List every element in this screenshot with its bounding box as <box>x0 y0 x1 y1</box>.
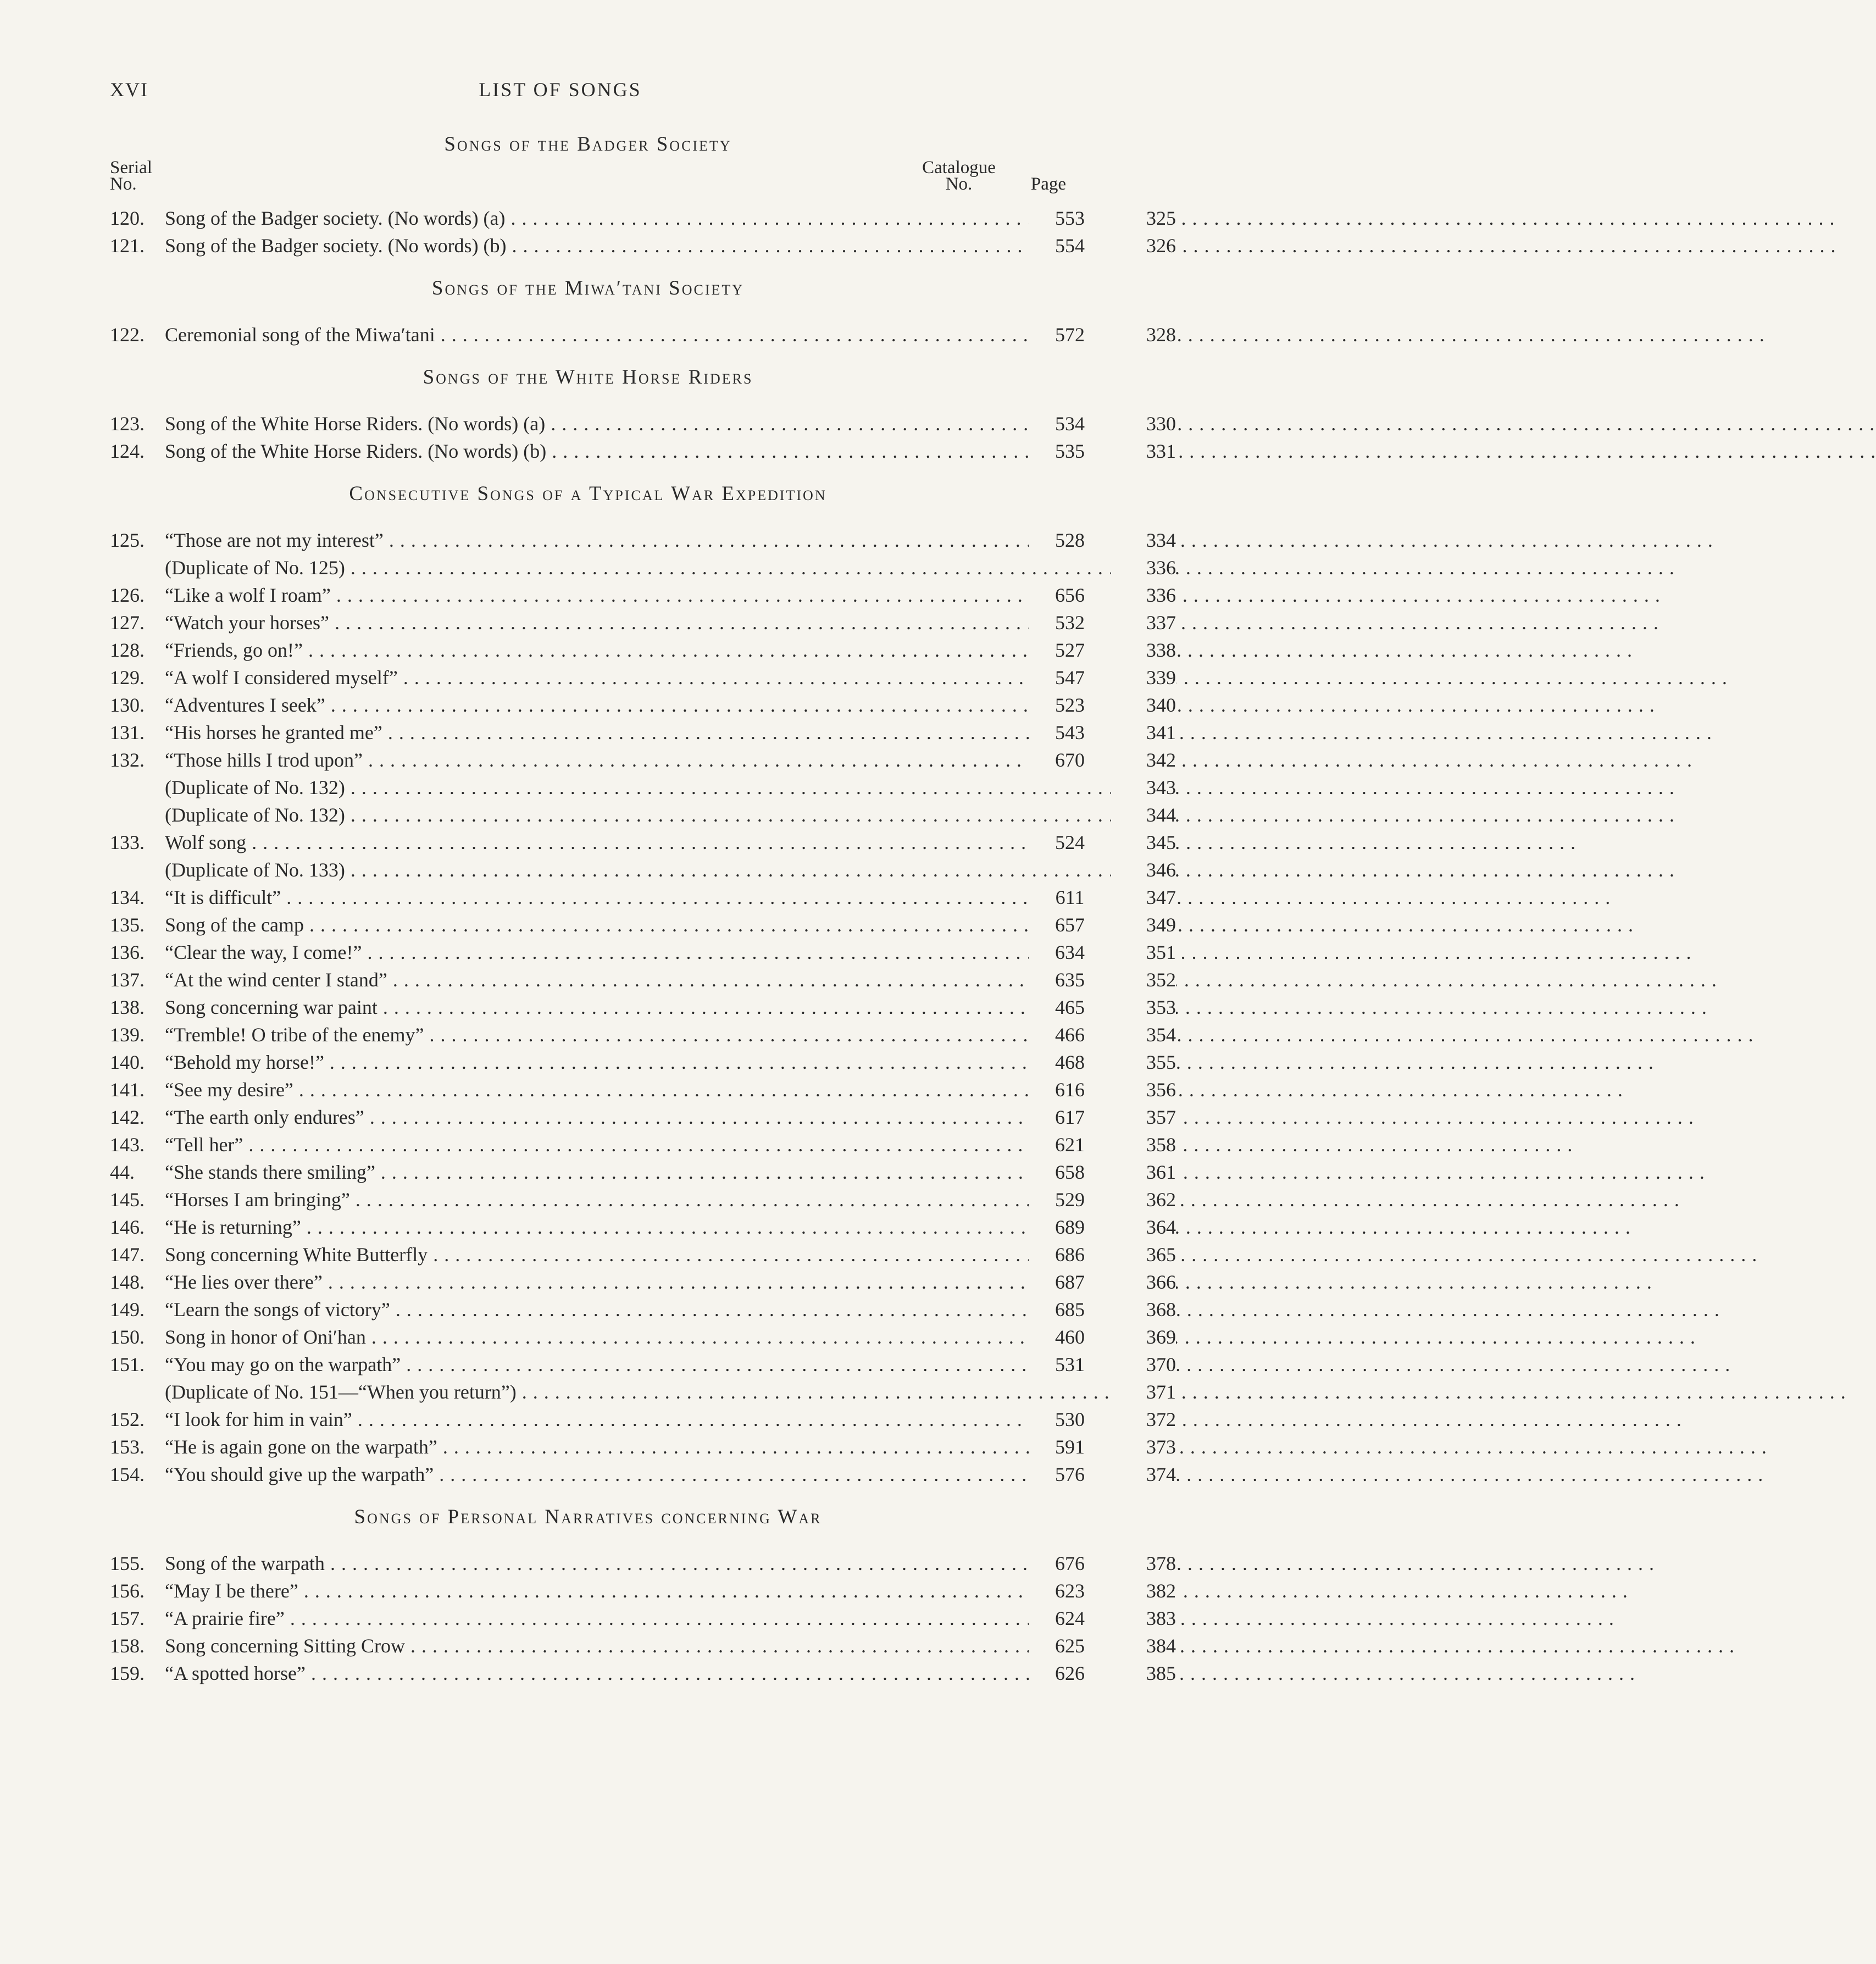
page-number: 328 <box>1111 321 1176 348</box>
page-header <box>0 78 1120 103</box>
song-title: (Duplicate of No. 132) . . . <box>165 801 1029 829</box>
page-number-roman: XVI <box>110 79 148 101</box>
page-number: 371 <box>1111 1378 1176 1406</box>
page-number: 330 <box>1111 410 1176 437</box>
song-title: Wolf song . . . <box>165 829 1029 856</box>
page-number: 336 <box>1111 554 1176 581</box>
serial-number: 150. <box>110 1326 145 1348</box>
song-title: “Horses I am bringing” . . . <box>165 1186 1029 1213</box>
song-title: “She stands there smiling” . . . <box>165 1158 1029 1186</box>
serial-header-line1: Serial <box>110 158 152 177</box>
page-number: 373 <box>1111 1433 1176 1461</box>
song-row <box>110 1158 1176 1186</box>
song-row <box>110 1433 1176 1461</box>
page-number: 364 <box>1111 1213 1176 1241</box>
song-row <box>110 719 1176 746</box>
song-row <box>110 801 1176 829</box>
song-row <box>110 664 1176 691</box>
catalogue-number: 529 <box>1029 1186 1111 1213</box>
section-miwatani-society <box>110 276 1176 348</box>
song-title: “A spotted horse” . . . <box>165 1660 1029 1687</box>
catalogue-number: 468 <box>1029 1048 1111 1076</box>
page-number: 353 <box>1111 994 1176 1021</box>
serial-number: 130. <box>110 694 145 716</box>
song-row <box>110 1021 1176 1048</box>
catalogue-number: 572 <box>1029 321 1111 348</box>
song-row <box>110 636 1176 664</box>
song-title: Song in honor of Oni′han . . . <box>165 1323 1029 1351</box>
song-row <box>110 856 1176 884</box>
catalogue-number: 670 <box>1029 746 1111 774</box>
page-number: 325 <box>1111 204 1176 232</box>
section-title: Songs of the White Horse Riders <box>423 366 753 389</box>
catalogue-number: 530 <box>1029 1406 1111 1433</box>
song-title: “I look for him in vain” . . . <box>165 1406 1029 1433</box>
section-personal-narratives <box>110 1505 1176 1687</box>
song-title: “See my desire” . . . <box>165 1076 1029 1103</box>
serial-number: 128. <box>110 639 145 661</box>
song-row <box>110 994 1176 1021</box>
serial-number: 136. <box>110 941 145 963</box>
serial-number: 133. <box>110 831 145 853</box>
serial-number: 146. <box>110 1216 145 1238</box>
song-title: Song concerning Sitting Crow . . . <box>165 1632 1029 1660</box>
catalogue-number: 625 <box>1029 1632 1111 1660</box>
catalogue-number: 534 <box>1029 410 1111 437</box>
page-number: 368 <box>1111 1296 1176 1323</box>
song-row <box>110 1660 1176 1687</box>
song-row <box>110 437 1176 465</box>
song-row <box>110 232 1176 259</box>
catalogue-number: 657 <box>1029 911 1111 939</box>
serial-number: 140. <box>110 1051 145 1073</box>
serial-number: 127. <box>110 612 145 634</box>
song-title: (Duplicate of No. 125) . . . <box>165 554 1029 581</box>
catalogue-number: 624 <box>1029 1605 1111 1632</box>
song-title: Ceremonial song of the Miwa′tani . . . <box>165 321 1029 348</box>
song-row <box>110 1186 1176 1213</box>
song-row <box>110 1550 1176 1577</box>
serial-number: 124. <box>110 440 145 462</box>
page-title: LIST OF SONGS <box>479 79 642 101</box>
catalogue-number: 543 <box>1029 719 1111 746</box>
section-war-expedition <box>110 481 1176 1488</box>
page-number: 372 <box>1111 1406 1176 1433</box>
serial-number: 131. <box>110 722 145 744</box>
catalogue-number: 531 <box>1029 1351 1111 1378</box>
section-title: Songs of Personal Narratives concerning War <box>354 1506 822 1528</box>
catalogue-number: 466 <box>1029 1021 1111 1048</box>
page-number: 354 <box>1111 1021 1176 1048</box>
serial-number: 159. <box>110 1662 145 1684</box>
catalogue-number: 623 <box>1029 1577 1111 1605</box>
section-badger-society <box>110 132 1176 259</box>
page-header-label: Page <box>1030 174 1066 194</box>
serial-number: 149. <box>110 1299 145 1321</box>
song-row <box>110 321 1176 348</box>
catalogue-number: 554 <box>1029 232 1111 259</box>
catalogue-number: 656 <box>1029 581 1111 609</box>
serial-header-line2: No. <box>110 174 137 194</box>
serial-number: 135. <box>110 914 145 936</box>
page-number: 385 <box>1111 1660 1176 1687</box>
page-number: 339 <box>1111 664 1176 691</box>
page-number: 369 <box>1111 1323 1176 1351</box>
page-number: 352 <box>1111 966 1176 994</box>
song-row <box>110 884 1176 911</box>
catalogue-number: 616 <box>1029 1076 1111 1103</box>
song-title: (Duplicate of No. 133) . . . <box>165 856 1029 884</box>
page-number: 338 <box>1111 636 1176 664</box>
page-number: 362 <box>1111 1186 1176 1213</box>
catalogue-number: 686 <box>1029 1241 1111 1268</box>
serial-number: 142. <box>110 1106 145 1128</box>
catalogue-number: 527 <box>1029 636 1111 664</box>
song-title: Song concerning war paint . . . <box>165 994 1029 1021</box>
page-number: 341 <box>1111 719 1176 746</box>
page-number: 344 <box>1111 801 1176 829</box>
song-row <box>110 1241 1176 1268</box>
song-title: “Friends, go on!” . . . <box>165 636 1029 664</box>
song-row <box>110 581 1176 609</box>
catalogue-number-header <box>907 159 1011 192</box>
serial-number: 125. <box>110 529 145 551</box>
serial-number: 138. <box>110 996 145 1018</box>
page-number: 355 <box>1111 1048 1176 1076</box>
page-number: 340 <box>1111 691 1176 719</box>
page-number: 337 <box>1111 609 1176 636</box>
catalogue-number: 532 <box>1029 609 1111 636</box>
catalogue-number: 528 <box>1029 526 1111 554</box>
song-title: Song concerning White Butterfly . . . <box>165 1241 1029 1268</box>
serial-number: 126. <box>110 584 145 606</box>
page-number: 378 <box>1111 1550 1176 1577</box>
catalogue-number: 591 <box>1029 1433 1111 1461</box>
serial-number: 139. <box>110 1024 145 1046</box>
song-title: “Adventures I seek” . . . <box>165 691 1029 719</box>
song-row <box>110 526 1176 554</box>
serial-number: 137. <box>110 969 145 991</box>
song-row <box>110 1131 1176 1158</box>
page-number: 383 <box>1111 1605 1176 1632</box>
page-number: 357 <box>1111 1103 1176 1131</box>
song-title: Song of the White Horse Riders. (No words) (a) . . . <box>165 410 1029 437</box>
serial-number: 157. <box>110 1607 145 1629</box>
catalogue-number: 524 <box>1029 829 1111 856</box>
song-row <box>110 1406 1176 1433</box>
page-number: 336 <box>1111 581 1176 609</box>
serial-number: 143. <box>110 1134 145 1156</box>
page-number: 366 <box>1111 1268 1176 1296</box>
song-row <box>110 1296 1176 1323</box>
serial-number: 154. <box>110 1463 145 1485</box>
serial-number: 122. <box>110 324 145 346</box>
catalogue-number: 626 <box>1029 1660 1111 1687</box>
song-row <box>110 1378 1176 1406</box>
catalogue-number: 553 <box>1029 204 1111 232</box>
page-number: 365 <box>1111 1241 1176 1268</box>
song-title: “A wolf I considered myself” . . . <box>165 664 1029 691</box>
catalogue-number: 689 <box>1029 1213 1111 1241</box>
song-title: “The earth only endures” . . . <box>165 1103 1029 1131</box>
catalogue-number: 635 <box>1029 966 1111 994</box>
song-row <box>110 554 1176 581</box>
song-row <box>110 1268 1176 1296</box>
serial-number: 152. <box>110 1408 145 1430</box>
page-number: 374 <box>1111 1461 1176 1488</box>
page-number: 346 <box>1111 856 1176 884</box>
song-title: (Duplicate of No. 132) . . . <box>165 774 1029 801</box>
catalogue-number: 535 <box>1029 437 1111 465</box>
section-title: Consecutive Songs of a Typical War Expedition <box>349 482 827 505</box>
song-row <box>110 1213 1176 1241</box>
song-title: Song of the Badger society. (No words) (a) . . . <box>165 204 1029 232</box>
song-title: “At the wind center I stand” . . . <box>165 966 1029 994</box>
song-row <box>110 691 1176 719</box>
page-number: 358 <box>1111 1131 1176 1158</box>
song-row <box>110 966 1176 994</box>
song-title: “Learn the songs of victory” . . . <box>165 1296 1029 1323</box>
song-title: “May I be there” . . . <box>165 1577 1029 1605</box>
song-row <box>110 1461 1176 1488</box>
section-title: Songs of the Miwa′tani Society <box>431 277 745 299</box>
page-number: 384 <box>1111 1632 1176 1660</box>
song-title: Song of the White Horse Riders. (No words) (b) . . . <box>165 437 1029 465</box>
catalogue-number: 465 <box>1029 994 1111 1021</box>
page-number: 331 <box>1111 437 1176 465</box>
serial-number: 132. <box>110 749 145 771</box>
section-white-horse-riders <box>110 365 1176 465</box>
serial-number: 134. <box>110 886 145 908</box>
catalogue-number: 685 <box>1029 1296 1111 1323</box>
song-row <box>110 1632 1176 1660</box>
serial-number: 148. <box>110 1271 145 1293</box>
page-number: 342 <box>1111 746 1176 774</box>
song-row <box>110 609 1176 636</box>
song-title: “It is difficult” . . . <box>165 884 1029 911</box>
catalogue-number: 617 <box>1029 1103 1111 1131</box>
song-title: “He is returning” . . . <box>165 1213 1029 1241</box>
song-row <box>110 911 1176 939</box>
song-row <box>110 1605 1176 1632</box>
song-row <box>110 829 1176 856</box>
song-title: Song of the camp . . . <box>165 911 1029 939</box>
song-row <box>110 1351 1176 1378</box>
page-number: 351 <box>1111 939 1176 966</box>
serial-number: 145. <box>110 1189 145 1211</box>
serial-number: 156. <box>110 1580 145 1602</box>
song-title: “His horses he granted me” . . . <box>165 719 1029 746</box>
page-number: 334 <box>1111 526 1176 554</box>
serial-number-header <box>110 159 152 192</box>
catalogue-header-line1: Catalogue <box>922 158 996 177</box>
page-number: 347 <box>1111 884 1176 911</box>
serial-number: 123. <box>110 413 145 435</box>
page-number: 370 <box>1111 1351 1176 1378</box>
serial-number: 155. <box>110 1552 145 1574</box>
catalogue-number: 611 <box>1029 884 1111 911</box>
catalogue-number: 687 <box>1029 1268 1111 1296</box>
song-list <box>110 132 1176 1687</box>
song-title: “Like a wolf I roam” . . . <box>165 581 1029 609</box>
song-title: “You may go on the warpath” . . . <box>165 1351 1029 1378</box>
catalogue-number: 523 <box>1029 691 1111 719</box>
song-title: “Those hills I trod upon” . . . <box>165 746 1029 774</box>
song-row <box>110 1048 1176 1076</box>
song-title: “A prairie fire” . . . <box>165 1605 1029 1632</box>
serial-number: 158. <box>110 1635 145 1657</box>
catalogue-number: 634 <box>1029 939 1111 966</box>
song-title: Song of the warpath . . . <box>165 1550 1029 1577</box>
page-number: 349 <box>1111 911 1176 939</box>
catalogue-number: 658 <box>1029 1158 1111 1186</box>
serial-number: 121. <box>110 235 145 257</box>
song-title: “He is again gone on the warpath” . . . <box>165 1433 1029 1461</box>
song-title: “Tell her” . . . <box>165 1131 1029 1158</box>
song-row <box>110 1076 1176 1103</box>
song-row <box>110 746 1176 774</box>
song-title: Song of the Badger society. (No words) (b) . . . <box>165 232 1029 259</box>
catalogue-number: 676 <box>1029 1550 1111 1577</box>
song-title: “Watch your horses” . . . <box>165 609 1029 636</box>
serial-number: 141. <box>110 1079 145 1101</box>
song-title: “Tremble! O tribe of the enemy” . . . <box>165 1021 1029 1048</box>
song-title: “Clear the way, I come!” . . . <box>165 939 1029 966</box>
page-number: 345 <box>1111 829 1176 856</box>
song-title: (Duplicate of No. 151—“When you return”) . . . <box>165 1378 1029 1406</box>
serial-number: 44. <box>110 1161 135 1183</box>
page-number: 361 <box>1111 1158 1176 1186</box>
song-title: “He lies over there” . . . <box>165 1268 1029 1296</box>
song-row <box>110 1323 1176 1351</box>
song-row <box>110 410 1176 437</box>
song-title: “Behold my horse!” . . . <box>165 1048 1029 1076</box>
page-number: 356 <box>1111 1076 1176 1103</box>
song-row <box>110 774 1176 801</box>
page-number: 326 <box>1111 232 1176 259</box>
serial-number: 147. <box>110 1244 145 1266</box>
song-title: “Those are not my interest” . . . <box>165 526 1029 554</box>
catalogue-number: 547 <box>1029 664 1111 691</box>
song-row <box>110 1103 1176 1131</box>
catalogue-number: 460 <box>1029 1323 1111 1351</box>
song-row <box>110 939 1176 966</box>
serial-number: 153. <box>110 1436 145 1458</box>
serial-number: 151. <box>110 1353 145 1375</box>
serial-number: 120. <box>110 207 145 229</box>
song-row <box>110 1577 1176 1605</box>
song-title: “You should give up the warpath” . . . <box>165 1461 1029 1488</box>
page-number: 343 <box>1111 774 1176 801</box>
section-title: Songs of the Badger Society <box>444 133 732 156</box>
catalogue-number: 576 <box>1029 1461 1111 1488</box>
catalogue-number: 621 <box>1029 1131 1111 1158</box>
column-headers <box>110 157 1066 204</box>
page-number: 382 <box>1111 1577 1176 1605</box>
song-row <box>110 204 1176 232</box>
serial-number: 129. <box>110 667 145 689</box>
catalogue-header-line2: No. <box>945 174 973 194</box>
